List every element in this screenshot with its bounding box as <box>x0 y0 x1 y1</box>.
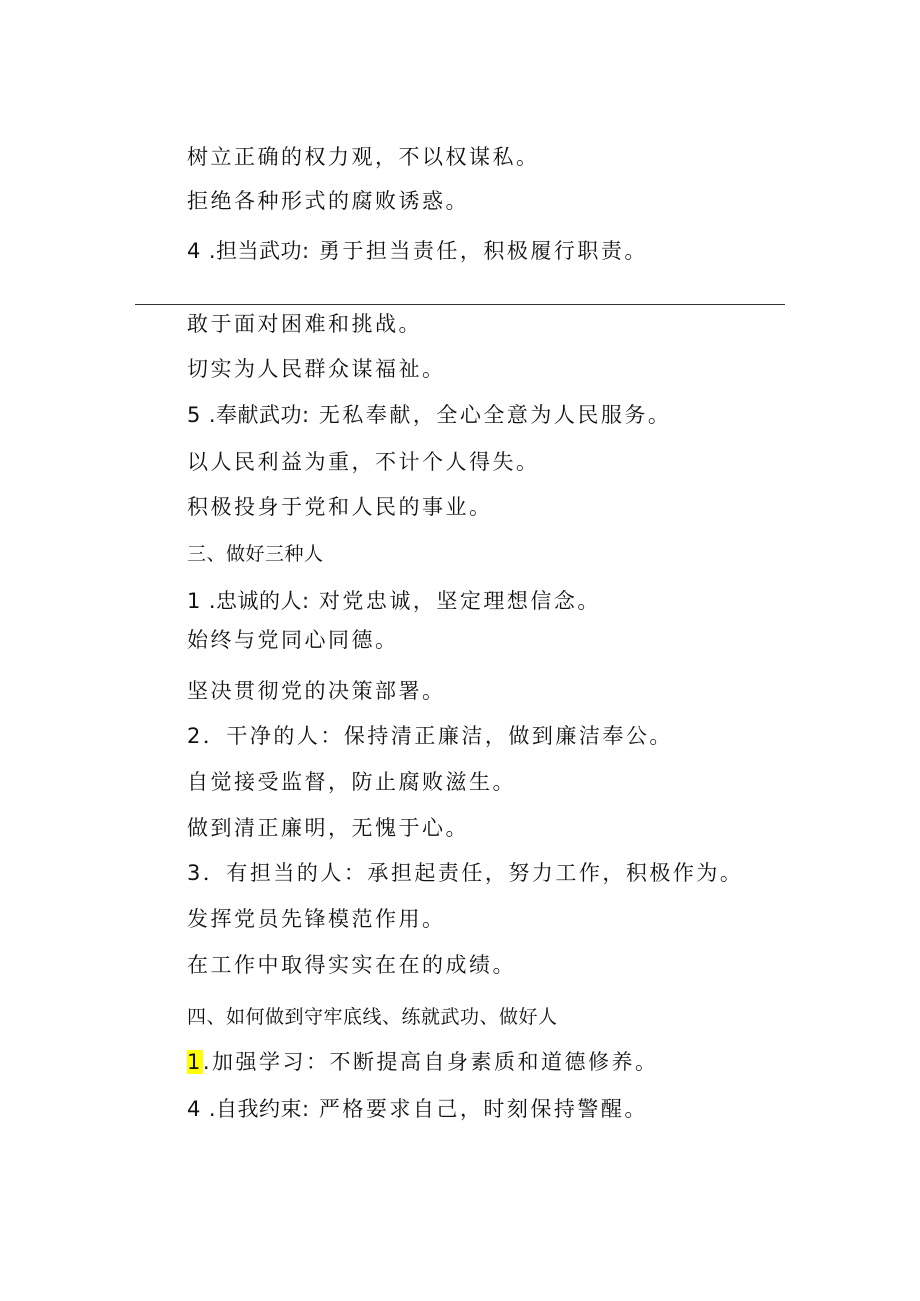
item-text: 勇于担当责任，积极履行职责。 <box>318 239 648 263</box>
section-heading-3: 三、做好三种人 <box>187 543 324 565</box>
text-line: 做到清正廉明，无愧于心。 <box>187 816 469 840</box>
list-item-3-dandang: 3．有担当的人：承担起责任，努力工作，积极作为。 <box>187 861 744 885</box>
item-number: 5 <box>187 403 203 427</box>
list-item-4-danggang <box>187 237 648 265</box>
item-number: 1 <box>187 589 203 613</box>
item-text: 对党忠诚，坚定理想信念。 <box>318 589 601 613</box>
item-label: .奉献武功: <box>208 403 310 427</box>
item-text: 严格要求自己，时刻保持警醒。 <box>318 1097 648 1121</box>
text-line: 拒绝各种形式的腐败诱惑。 <box>187 189 469 213</box>
section-heading-4: 四、如何做到守牢底线、练就武功、做好人 <box>187 1006 558 1028</box>
item-label: .忠诚的人: <box>208 589 310 613</box>
text-line: 发挥党员先锋模范作用。 <box>187 907 446 931</box>
text-line: 树立正确的权力观，不以权谋私。 <box>187 145 540 169</box>
item-text: .加强学习：不断提高自身素质和道德修养。 <box>202 1050 659 1074</box>
text-line: 坚决贯彻党的决策部署。 <box>187 679 446 703</box>
item-text: 无私奉献，全心全意为人民服务。 <box>318 403 672 427</box>
text-line: 敢于面对困难和挑战。 <box>187 312 422 336</box>
item-number: 4 <box>187 239 203 263</box>
list-item-5-fengxian <box>187 401 671 429</box>
item-number: 4 <box>187 1097 203 1121</box>
text-line: 始终与党同心同德。 <box>187 628 399 652</box>
list-item-2-ganjing: 2．干净的人：保持清正廉洁，做到廉洁奉公。 <box>187 724 673 748</box>
text-line: 以人民利益为重，不计个人得失。 <box>187 450 540 474</box>
text-line: 在工作中取得实实在在的成绩。 <box>187 953 516 977</box>
highlighted-number: 1 <box>187 1050 203 1074</box>
horizontal-divider <box>135 304 785 305</box>
list-item-1-zhongcheng <box>187 587 601 615</box>
list-item-1-learning <box>187 1048 659 1076</box>
item-label: .担当武功: <box>208 239 310 263</box>
list-item-4-self-discipline <box>187 1095 648 1123</box>
item-label: .自我约束: <box>208 1097 310 1121</box>
text-line: 切实为人民群众谋福祉。 <box>187 357 446 381</box>
text-line: 积极投身于党和人民的事业。 <box>187 495 493 519</box>
text-line: 自觉接受监督，防止腐败滋生。 <box>187 770 516 794</box>
